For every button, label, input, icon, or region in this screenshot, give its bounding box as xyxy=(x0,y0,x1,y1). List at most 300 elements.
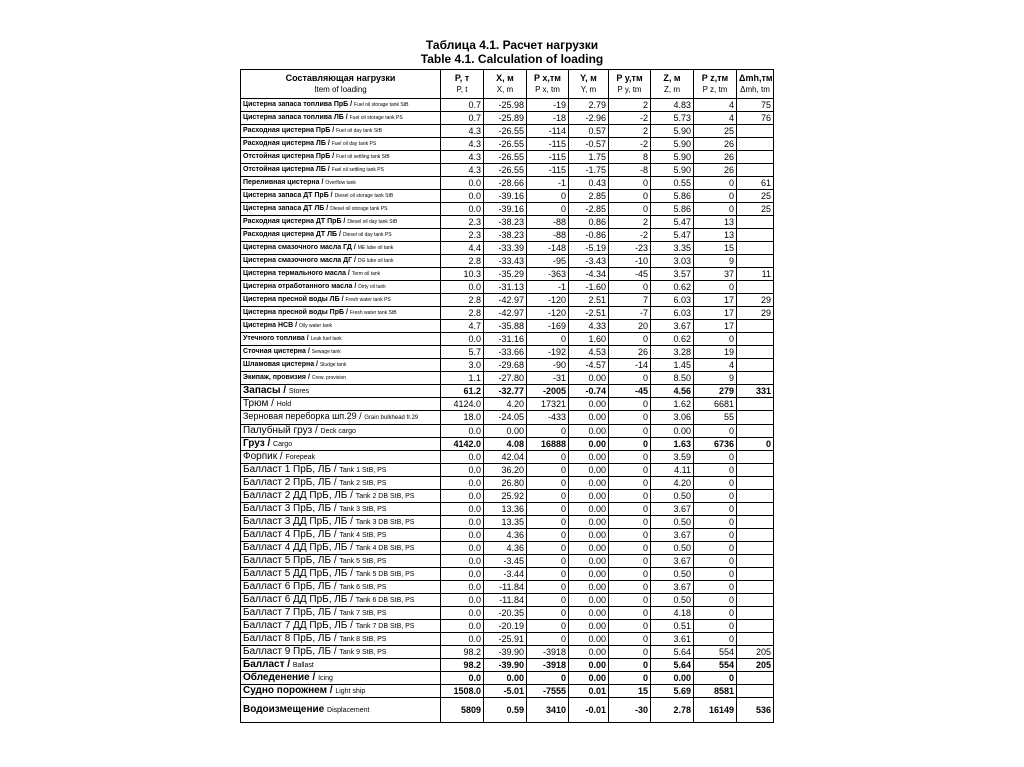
cell-dm xyxy=(737,164,774,177)
table-row xyxy=(241,503,774,516)
item-name: Обледенение / Icing xyxy=(241,672,441,685)
cell-p: 4142.0 xyxy=(441,438,484,451)
cell-p: 0.0 xyxy=(441,620,484,633)
cell-pz: 0 xyxy=(694,568,737,581)
table-row xyxy=(241,620,774,633)
cell-z: 0.50 xyxy=(651,490,694,503)
cell-p: 5.7 xyxy=(441,346,484,359)
cell-p: 98.2 xyxy=(441,646,484,659)
cell-z: 3.67 xyxy=(651,529,694,542)
cell-px: 0 xyxy=(527,477,569,490)
cell-py: 0 xyxy=(609,464,651,477)
cell-p: 0.0 xyxy=(441,177,484,190)
cell-p: 0.0 xyxy=(441,464,484,477)
cell-px: -95 xyxy=(527,255,569,268)
cell-z: 3.35 xyxy=(651,242,694,255)
cell-pz: 4 xyxy=(694,99,737,112)
cell-pz: 6681 xyxy=(694,398,737,411)
cell-py: 0 xyxy=(609,646,651,659)
table-row xyxy=(241,294,774,307)
cell-x: -39.16 xyxy=(484,190,527,203)
cell-p: 0.0 xyxy=(441,281,484,294)
cell-z: 3.67 xyxy=(651,581,694,594)
cell-px: -31 xyxy=(527,372,569,385)
table-row xyxy=(241,568,774,581)
cell-pz: 0 xyxy=(694,672,737,685)
table-row xyxy=(241,477,774,490)
cell-z: 5.47 xyxy=(651,216,694,229)
cell-dm: 536 xyxy=(737,698,774,723)
cell-p: 2.3 xyxy=(441,216,484,229)
cell-z: 0.51 xyxy=(651,620,694,633)
cell-pz: 13 xyxy=(694,216,737,229)
cell-x: 4.08 xyxy=(484,438,527,451)
cell-dm xyxy=(737,542,774,555)
table-row xyxy=(241,125,774,138)
cell-pz: 15 xyxy=(694,242,737,255)
cell-z: 3.67 xyxy=(651,320,694,333)
cell-py: 2 xyxy=(609,99,651,112)
cell-py: -2 xyxy=(609,138,651,151)
cell-z: 0.55 xyxy=(651,177,694,190)
cell-pz: 17 xyxy=(694,294,737,307)
cell-p: 18.0 xyxy=(441,411,484,425)
cell-z: 0.50 xyxy=(651,594,694,607)
cell-y: 0.01 xyxy=(569,685,609,698)
cell-z: 3.67 xyxy=(651,555,694,568)
cell-py: 0 xyxy=(609,177,651,190)
item-name: Балласт 5 ПрБ, ЛБ / Tank 5 StB, PS xyxy=(241,555,441,568)
cell-pz: 0 xyxy=(694,607,737,620)
cell-p: 0.0 xyxy=(441,542,484,555)
cell-z: 3.61 xyxy=(651,633,694,646)
title-english: Table 4.1. Calculation of loading xyxy=(420,52,604,66)
cell-z: 5.90 xyxy=(651,151,694,164)
cell-z: 5.69 xyxy=(651,685,694,698)
cell-x: -25.89 xyxy=(484,112,527,125)
cell-py: 7 xyxy=(609,294,651,307)
cell-dm xyxy=(737,555,774,568)
cell-x: -3.45 xyxy=(484,555,527,568)
cell-dm xyxy=(737,633,774,646)
item-name: Палубный груз / Deck cargo xyxy=(241,425,441,438)
cell-p: 0.0 xyxy=(441,555,484,568)
cell-py: 15 xyxy=(609,685,651,698)
cell-p: 2.8 xyxy=(441,294,484,307)
table-row xyxy=(241,138,774,151)
cell-x: -32.77 xyxy=(484,385,527,398)
cell-p: 0.7 xyxy=(441,112,484,125)
cell-z: 1.62 xyxy=(651,398,694,411)
cell-y: 0.00 xyxy=(569,451,609,464)
cell-py: 0 xyxy=(609,542,651,555)
cell-z: 3.57 xyxy=(651,268,694,281)
cell-x: -42.97 xyxy=(484,307,527,320)
table-row xyxy=(241,203,774,216)
cell-y: 1.75 xyxy=(569,151,609,164)
cell-py: 0 xyxy=(609,620,651,633)
cell-x: 26.80 xyxy=(484,477,527,490)
cell-pz: 0 xyxy=(694,516,737,529)
cell-p: 2.8 xyxy=(441,255,484,268)
cell-px: 0 xyxy=(527,451,569,464)
cell-z: 1.45 xyxy=(651,359,694,372)
cell-p: 0.0 xyxy=(441,190,484,203)
cell-px: 0 xyxy=(527,568,569,581)
cell-y: 0.00 xyxy=(569,477,609,490)
cell-p: 0.7 xyxy=(441,99,484,112)
header-pz: P z,тм P z, tm xyxy=(694,70,737,99)
item-name: Форпик / Forepeak xyxy=(241,451,441,464)
cell-pz: 17 xyxy=(694,320,737,333)
cell-py: -45 xyxy=(609,268,651,281)
cell-x: 36.20 xyxy=(484,464,527,477)
cell-py: -14 xyxy=(609,359,651,372)
cell-py: 0 xyxy=(609,438,651,451)
cell-px: -1 xyxy=(527,177,569,190)
cell-z: 0.50 xyxy=(651,568,694,581)
item-name: Зерновая переборка шп.29 / Grain bulkhead fr.29 xyxy=(241,411,441,425)
cell-p: 1.1 xyxy=(441,372,484,385)
cell-p: 0.0 xyxy=(441,607,484,620)
cell-py: 0 xyxy=(609,477,651,490)
cell-px: -192 xyxy=(527,346,569,359)
cell-x: 13.35 xyxy=(484,516,527,529)
cell-pz: 0 xyxy=(694,281,737,294)
cell-p: 0.0 xyxy=(441,529,484,542)
cell-px: 0 xyxy=(527,620,569,633)
cell-y: 0.00 xyxy=(569,398,609,411)
item-name: Расходная цистерна ДТ ЛБ / Diesel oil day tank PS xyxy=(241,229,441,242)
cell-x: -42.97 xyxy=(484,294,527,307)
cell-dm xyxy=(737,607,774,620)
cell-pz: 0 xyxy=(694,333,737,346)
cell-x: -25.98 xyxy=(484,99,527,112)
item-name: Балласт 4 ДД ПрБ, ЛБ / Tank 4 DB StB, PS xyxy=(241,542,441,555)
item-name: Экипаж, провизия / Crew, provision xyxy=(241,372,441,385)
cell-y: 0.00 xyxy=(569,503,609,516)
cell-pz: 0 xyxy=(694,633,737,646)
item-name: Цистерна смазочного масла ДГ / DG lube oil tank xyxy=(241,255,441,268)
cell-dm xyxy=(737,516,774,529)
cell-z: 5.86 xyxy=(651,190,694,203)
cell-pz: 37 xyxy=(694,268,737,281)
cell-pz: 4 xyxy=(694,112,737,125)
cell-x: -20.35 xyxy=(484,607,527,620)
cell-dm xyxy=(737,372,774,385)
cell-p: 0.0 xyxy=(441,490,484,503)
cell-px: -2005 xyxy=(527,385,569,398)
cell-x: -29.68 xyxy=(484,359,527,372)
cell-px: 0 xyxy=(527,490,569,503)
cell-z: 0.62 xyxy=(651,333,694,346)
cell-p: 0.0 xyxy=(441,594,484,607)
cell-p: 0.0 xyxy=(441,425,484,438)
cell-pz: 9 xyxy=(694,372,737,385)
cell-pz: 0 xyxy=(694,529,737,542)
cell-y: 0.00 xyxy=(569,490,609,503)
cell-py: 0 xyxy=(609,281,651,294)
item-name: Цистерна запаса ДТ ПрБ / Diesel oil storage tank StB xyxy=(241,190,441,203)
cell-dm: 11 xyxy=(737,268,774,281)
item-name: Расходная цистерна ДТ ПрБ / Diesel oil day tank StB xyxy=(241,216,441,229)
cell-x: -11.84 xyxy=(484,594,527,607)
table-row xyxy=(241,464,774,477)
cell-y: 2.85 xyxy=(569,190,609,203)
cell-px: -3918 xyxy=(527,646,569,659)
table-row xyxy=(241,164,774,177)
cell-x: -26.55 xyxy=(484,151,527,164)
cell-z: 5.86 xyxy=(651,203,694,216)
cell-z: 0.00 xyxy=(651,672,694,685)
cell-dm xyxy=(737,685,774,698)
table-row xyxy=(241,320,774,333)
cell-py: 0 xyxy=(609,398,651,411)
item-name: Груз / Cargo xyxy=(241,438,441,451)
header-p: P, т P, t xyxy=(441,70,484,99)
cell-z: 5.73 xyxy=(651,112,694,125)
cell-pz: 26 xyxy=(694,138,737,151)
cell-z: 5.47 xyxy=(651,229,694,242)
cell-py: 0 xyxy=(609,333,651,346)
item-name: Водоизмещение Displacement xyxy=(241,698,441,723)
cell-x: -5.01 xyxy=(484,685,527,698)
cell-px: -169 xyxy=(527,320,569,333)
cell-z: 0.62 xyxy=(651,281,694,294)
cell-p: 98.2 xyxy=(441,659,484,672)
cell-p: 0.0 xyxy=(441,581,484,594)
item-name: Цистерна запаса ДТ ЛБ / Diesel oil storage tank PS xyxy=(241,203,441,216)
cell-z: 5.90 xyxy=(651,164,694,177)
table-row xyxy=(241,333,774,346)
cell-y: -1.60 xyxy=(569,281,609,294)
cell-y: 0.00 xyxy=(569,411,609,425)
cell-py: 0 xyxy=(609,659,651,672)
header-dm: Δmh,тм Δmh, tm xyxy=(737,70,774,99)
cell-dm xyxy=(737,620,774,633)
cell-px: 3410 xyxy=(527,698,569,723)
cell-px: 0 xyxy=(527,581,569,594)
cell-pz: 9 xyxy=(694,255,737,268)
cell-pz: 17 xyxy=(694,307,737,320)
cell-z: 0.50 xyxy=(651,516,694,529)
table-row xyxy=(241,268,774,281)
cell-pz: 554 xyxy=(694,646,737,659)
cell-y: 0.00 xyxy=(569,516,609,529)
cell-py: 0 xyxy=(609,594,651,607)
cell-y: -5.19 xyxy=(569,242,609,255)
table-row xyxy=(241,151,774,164)
item-name: Балласт 1 ПрБ, ЛБ / Tank 1 StB, PS xyxy=(241,464,441,477)
cell-pz: 0 xyxy=(694,203,737,216)
cell-px: -19 xyxy=(527,99,569,112)
cell-dm xyxy=(737,594,774,607)
table-row xyxy=(241,685,774,698)
cell-p: 4.4 xyxy=(441,242,484,255)
cell-y: 0.57 xyxy=(569,125,609,138)
item-name: Отстойная цистерна ЛБ / Fuel oil settling tank PS xyxy=(241,164,441,177)
item-name: Балласт 6 ДД ПрБ, ЛБ / Tank 6 DB StB, PS xyxy=(241,594,441,607)
cell-px: -1 xyxy=(527,281,569,294)
cell-x: -24.05 xyxy=(484,411,527,425)
cell-py: 2 xyxy=(609,125,651,138)
cell-py: 0 xyxy=(609,425,651,438)
cell-y: -1.75 xyxy=(569,164,609,177)
cell-y: -0.74 xyxy=(569,385,609,398)
cell-p: 4124.0 xyxy=(441,398,484,411)
table-row xyxy=(241,216,774,229)
cell-x: -33.43 xyxy=(484,255,527,268)
cell-px: -114 xyxy=(527,125,569,138)
item-name: Балласт 2 ПрБ, ЛБ / Tank 2 StB, PS xyxy=(241,477,441,490)
cell-pz: 0 xyxy=(694,503,737,516)
cell-pz: 4 xyxy=(694,359,737,372)
cell-x: -39.90 xyxy=(484,646,527,659)
cell-px: -3918 xyxy=(527,659,569,672)
cell-x: 4.20 xyxy=(484,398,527,411)
cell-x: -39.90 xyxy=(484,659,527,672)
cell-y: -0.57 xyxy=(569,138,609,151)
cell-pz: 26 xyxy=(694,151,737,164)
cell-y: 0.86 xyxy=(569,216,609,229)
table-row xyxy=(241,385,774,398)
item-name: Цистерна термального масла / Term oil tank xyxy=(241,268,441,281)
cell-y: 2.79 xyxy=(569,99,609,112)
cell-py: 0 xyxy=(609,411,651,425)
cell-x: 25.92 xyxy=(484,490,527,503)
cell-p: 0.0 xyxy=(441,672,484,685)
cell-dm xyxy=(737,346,774,359)
cell-pz: 0 xyxy=(694,425,737,438)
cell-dm: 61 xyxy=(737,177,774,190)
cell-px: 0 xyxy=(527,425,569,438)
cell-pz: 0 xyxy=(694,620,737,633)
cell-y: 1.60 xyxy=(569,333,609,346)
cell-px: -115 xyxy=(527,138,569,151)
cell-x: 4.36 xyxy=(484,542,527,555)
cell-py: 26 xyxy=(609,346,651,359)
cell-dm xyxy=(737,490,774,503)
cell-pz: 554 xyxy=(694,659,737,672)
item-name: Балласт 3 ДД ПрБ, ЛБ / Tank 3 DB StB, PS xyxy=(241,516,441,529)
cell-z: 0.00 xyxy=(651,425,694,438)
cell-x: -27.80 xyxy=(484,372,527,385)
cell-p: 10.3 xyxy=(441,268,484,281)
title-russian: Таблица 4.1. Расчет нагрузки xyxy=(425,38,599,52)
cell-x: -25.91 xyxy=(484,633,527,646)
cell-y: 0.00 xyxy=(569,372,609,385)
cell-px: 0 xyxy=(527,607,569,620)
cell-pz: 19 xyxy=(694,346,737,359)
cell-pz: 8581 xyxy=(694,685,737,698)
cell-pz: 6736 xyxy=(694,438,737,451)
cell-x: -20.19 xyxy=(484,620,527,633)
cell-x: 13.36 xyxy=(484,503,527,516)
header-py: P y,тм P y, tm xyxy=(609,70,651,99)
cell-py: -10 xyxy=(609,255,651,268)
header-item: Составляющая нагрузки Item of loading xyxy=(241,70,441,99)
cell-px: 16888 xyxy=(527,438,569,451)
cell-px: -88 xyxy=(527,216,569,229)
cell-z: 5.64 xyxy=(651,646,694,659)
cell-py: 0 xyxy=(609,503,651,516)
cell-p: 1508.0 xyxy=(441,685,484,698)
cell-px: 0 xyxy=(527,542,569,555)
cell-pz: 16149 xyxy=(694,698,737,723)
cell-p: 0.0 xyxy=(441,633,484,646)
cell-dm xyxy=(737,411,774,425)
header-px: P x,тм P x, tm xyxy=(527,70,569,99)
table-row xyxy=(241,581,774,594)
table-row xyxy=(241,451,774,464)
cell-py: -2 xyxy=(609,229,651,242)
item-name: Балласт 8 ПрБ, ЛБ / Tank 8 StB, PS xyxy=(241,633,441,646)
cell-p: 0.0 xyxy=(441,503,484,516)
cell-pz: 0 xyxy=(694,477,737,490)
table-row xyxy=(241,372,774,385)
cell-px: -115 xyxy=(527,164,569,177)
cell-p: 4.3 xyxy=(441,138,484,151)
cell-px: -90 xyxy=(527,359,569,372)
cell-y: -4.57 xyxy=(569,359,609,372)
table-row xyxy=(241,177,774,190)
cell-y: 0.00 xyxy=(569,542,609,555)
cell-py: 0 xyxy=(609,372,651,385)
cell-px: -433 xyxy=(527,411,569,425)
cell-p: 0.0 xyxy=(441,333,484,346)
cell-px: -88 xyxy=(527,229,569,242)
item-name: Балласт 7 ПрБ, ЛБ / Tank 7 StB, PS xyxy=(241,607,441,620)
cell-y: 0.00 xyxy=(569,425,609,438)
table-row xyxy=(241,490,774,503)
cell-x: 42.04 xyxy=(484,451,527,464)
item-name: Балласт / Ballast xyxy=(241,659,441,672)
cell-z: 3.67 xyxy=(651,503,694,516)
cell-x: 0.59 xyxy=(484,698,527,723)
cell-py: 0 xyxy=(609,529,651,542)
table-row xyxy=(241,242,774,255)
table-row xyxy=(241,542,774,555)
cell-pz: 0 xyxy=(694,581,737,594)
cell-dm xyxy=(737,138,774,151)
cell-dm: 29 xyxy=(737,307,774,320)
cell-y: 0.00 xyxy=(569,438,609,451)
cell-px: -115 xyxy=(527,151,569,164)
cell-x: -39.16 xyxy=(484,203,527,216)
cell-dm xyxy=(737,568,774,581)
cell-x: 0.00 xyxy=(484,425,527,438)
cell-py: 0 xyxy=(609,203,651,216)
loading-table xyxy=(240,69,774,723)
cell-z: 3.59 xyxy=(651,451,694,464)
cell-y: 4.33 xyxy=(569,320,609,333)
cell-pz: 279 xyxy=(694,385,737,398)
cell-dm xyxy=(737,398,774,411)
cell-px: 0 xyxy=(527,333,569,346)
cell-dm xyxy=(737,229,774,242)
cell-z: 8.50 xyxy=(651,372,694,385)
cell-py: 2 xyxy=(609,216,651,229)
cell-py: -30 xyxy=(609,698,651,723)
table-row xyxy=(241,425,774,438)
cell-p: 0.0 xyxy=(441,516,484,529)
cell-py: 0 xyxy=(609,568,651,581)
cell-z: 5.64 xyxy=(651,659,694,672)
cell-px: 0 xyxy=(527,672,569,685)
cell-dm xyxy=(737,216,774,229)
cell-p: 4.3 xyxy=(441,125,484,138)
cell-z: 2.78 xyxy=(651,698,694,723)
